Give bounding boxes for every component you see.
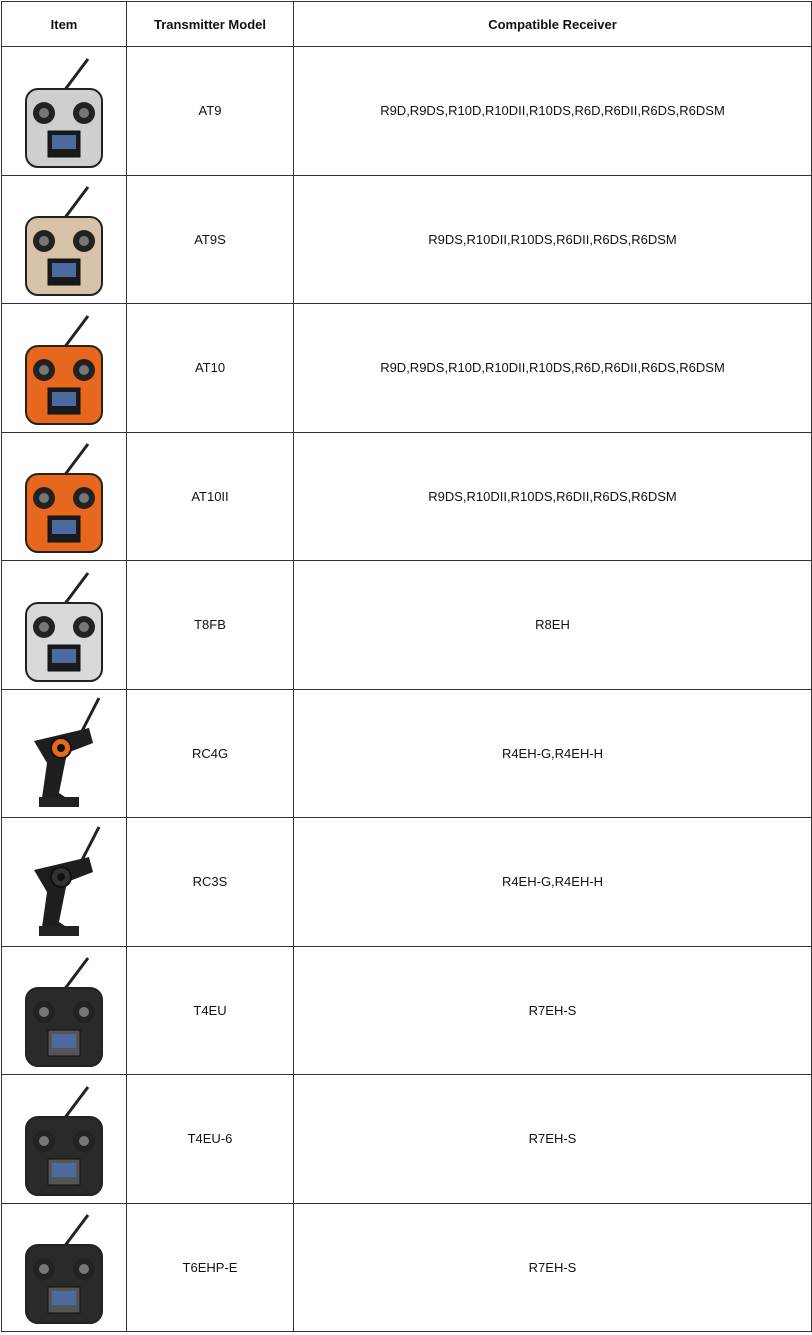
transmitter-model-cell: RC4G xyxy=(127,689,294,818)
compatible-receiver-cell: R4EH-G,R4EH-H xyxy=(294,818,812,947)
compatible-receiver-cell: R7EH-S xyxy=(294,1203,812,1332)
table-header xyxy=(2,2,812,47)
header-compatible-receiver: Compatible Receiver xyxy=(294,2,812,47)
item-image-cell xyxy=(2,47,127,176)
compatibility-table xyxy=(1,1,812,1332)
table-body xyxy=(2,47,812,1332)
transmitter-model-cell: T4EU-6 xyxy=(127,1075,294,1204)
transmitter-icon xyxy=(18,1207,110,1327)
table-row xyxy=(2,561,812,690)
transmitter-model-cell: T6EHP-E xyxy=(127,1203,294,1332)
pistol-transmitter-icon xyxy=(19,693,109,813)
table-row xyxy=(2,432,812,561)
item-image-cell xyxy=(2,1203,127,1332)
item-image-cell xyxy=(2,175,127,304)
header-transmitter-model: Transmitter Model xyxy=(127,2,294,47)
table-row xyxy=(2,175,812,304)
item-image-cell xyxy=(2,946,127,1075)
compatible-receiver-cell: R9DS,R10DII,R10DS,R6DII,R6DS,R6DSM xyxy=(294,432,812,561)
compatible-receiver-cell: R4EH-G,R4EH-H xyxy=(294,689,812,818)
transmitter-icon xyxy=(18,179,110,299)
transmitter-model-cell: AT9 xyxy=(127,47,294,176)
table-row xyxy=(2,1203,812,1332)
table-row xyxy=(2,47,812,176)
item-image-cell xyxy=(2,1075,127,1204)
compatible-receiver-cell: R7EH-S xyxy=(294,1075,812,1204)
compatible-receiver-cell: R7EH-S xyxy=(294,946,812,1075)
transmitter-model-cell: T4EU xyxy=(127,946,294,1075)
transmitter-icon xyxy=(18,565,110,685)
table-row xyxy=(2,1075,812,1204)
table-row xyxy=(2,689,812,818)
transmitter-icon xyxy=(18,950,110,1070)
compatible-receiver-cell: R9D,R9DS,R10D,R10DII,R10DS,R6D,R6DII,R6DS,R6DSM xyxy=(294,304,812,433)
table-row xyxy=(2,304,812,433)
transmitter-model-cell: AT9S xyxy=(127,175,294,304)
compatible-receiver-cell: R9D,R9DS,R10D,R10DII,R10DS,R6D,R6DII,R6DS,R6DSM xyxy=(294,47,812,176)
item-image-cell xyxy=(2,304,127,433)
transmitter-icon xyxy=(18,436,110,556)
compatible-receiver-cell: R9DS,R10DII,R10DS,R6DII,R6DS,R6DSM xyxy=(294,175,812,304)
transmitter-model-cell: AT10 xyxy=(127,304,294,433)
item-image-cell xyxy=(2,561,127,690)
pistol-transmitter-icon xyxy=(19,822,109,942)
transmitter-icon xyxy=(18,1079,110,1199)
compatible-receiver-cell: R8EH xyxy=(294,561,812,690)
transmitter-model-cell: AT10II xyxy=(127,432,294,561)
transmitter-icon xyxy=(18,308,110,428)
item-image-cell xyxy=(2,818,127,947)
transmitter-model-cell: T8FB xyxy=(127,561,294,690)
table-row xyxy=(2,946,812,1075)
table-row xyxy=(2,818,812,947)
transmitter-icon xyxy=(18,51,110,171)
item-image-cell xyxy=(2,432,127,561)
item-image-cell xyxy=(2,689,127,818)
transmitter-model-cell: RC3S xyxy=(127,818,294,947)
header-item: Item xyxy=(2,2,127,47)
